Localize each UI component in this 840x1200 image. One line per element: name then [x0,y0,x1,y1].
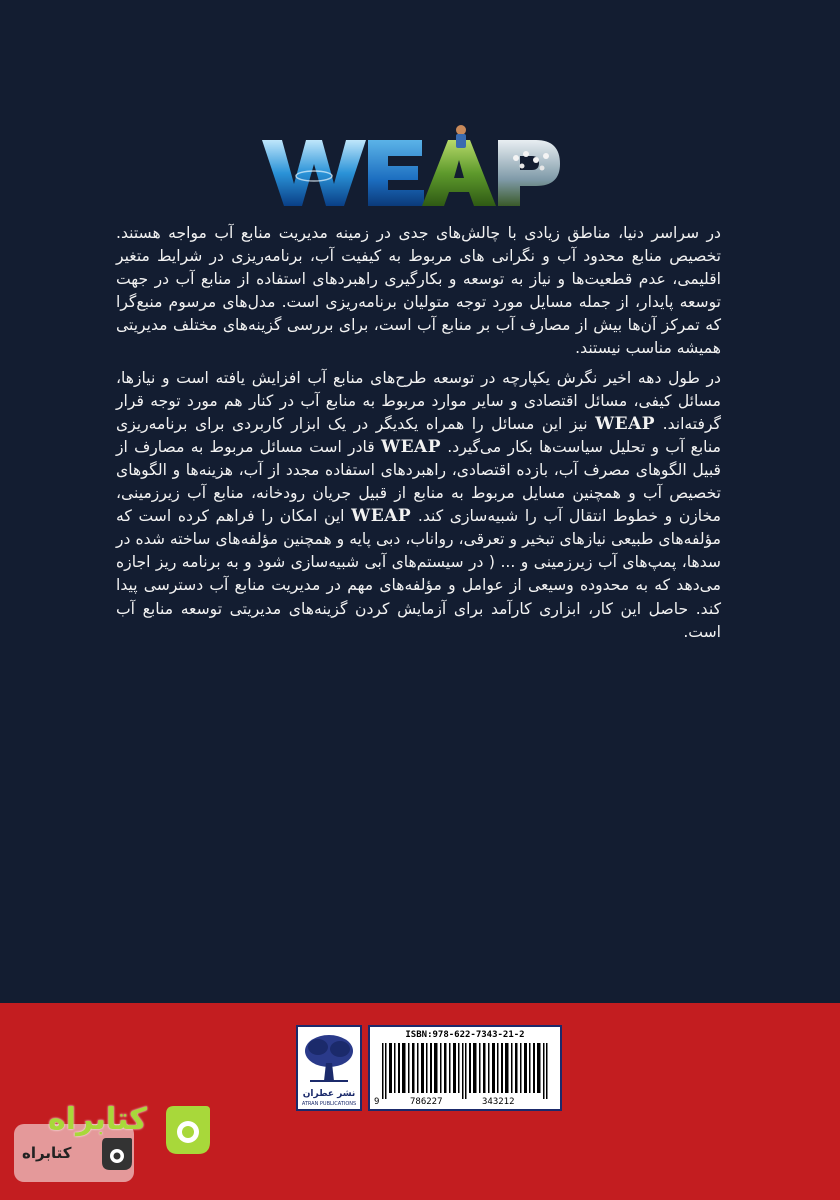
weap-logo [260,118,580,208]
paragraph-2-part-c: قادر است مسائل مربوط به مصارف از قبیل الگوهای مصرف آب، بازده اقتصادی، راهبردهای استفاده مجدد از آب، هزینه‌ها و الگوهای تخصیص آب و همچنین مسایل مربوط به منابع از قبیل جریان رودخانه، منابع آب زیرزمینی، مخازن و خطوط انتقال آب را شبیه‌سازی کند. [116,437,721,526]
publisher-name-fa: نشر عطران [302,1089,356,1099]
description-text [116,222,721,644]
paragraph-2-part-a: در طول دهه اخیر نگرش یکپارچه در توسعه طرح‌های منابع آب افزایش یافته است و نیازها، مسائل کیفی، مسائل اقتصادی و سایر موارد مربوط به منابع آب در کنار هم مورد توجه قرار گرفته‌اند. [116,368,721,433]
watermark-brand-small: کتابراه [22,1144,72,1162]
isbn-barcode [368,1025,562,1111]
publisher-logo [296,1025,362,1111]
isbn-label: ISBN:978-622-7343-21-2 [405,1030,525,1040]
paragraph-1: در سراسر دنیا، مناطق زیادی با چالش‌های جدی در زمینه مدیریت منابع آب مواجه هستند. تخصیص منابع محدود آب و نگرانی های مربوط به کیفیت آب، برنامه‌ریزی در شرایط متغیر اقلیمی، عدم قطعیت‌ها و نیاز به توسعه و بکارگیری راهبردهای استفاده از منابع آب در جهت توسعه پایدار، از جمله مسایل مورد توجه متولیان برنامه‌ریزی است. مدل‌های مرسوم منبع‌گرا که تمرکز آن‌ها بیش از مصارف آب بر منابع آب است، برای بررسی گزینه‌های مختلف مدیریتی همیشه مناسب نیستند. [116,224,721,358]
barcode-bars [382,1043,552,1099]
weap-inline-2: WEAP [381,436,442,457]
ketabrah-logo-icon [164,1102,212,1156]
weap-inline-3: WEAP [351,506,412,527]
barcode-digits-left: 786227 [410,1097,443,1107]
watermark-brand: کتابراه [48,1102,147,1137]
ketabrah-watermark [14,1096,214,1186]
barcode-digits-right: 343212 [482,1097,515,1107]
weap-logo-graphic [260,118,580,208]
publisher-name-en: ATRAN PUBLICATIONS [301,1101,357,1107]
ketabrah-small-icon [100,1136,134,1172]
weap-inline-1: WEAP [595,413,656,434]
paragraph-2-part-b: نیز این مسائل را همراه یکدیگر در یک ابزار کاربردی برای برنامه‌ریزی منابع آب و تحلیل سیاست‌ها بکار می‌گیرد. [116,414,721,456]
barcode-digit-prefix: 9 [374,1097,380,1107]
paragraph-2-part-d: این امکان را فراهم کرده است که مؤلفه‌های طبیعی نیازهای تبخیر و تعرقی، رواناب، دبی پایه و همچنین مؤلفه‌های ساخته شده در سدها، پمپ‌های آب زیرزمینی و ... ( در سیستم‌های آبی شبیه‌سازی شود و به برنامه ریز اجازه می‌دهد که به محدوده وسیعی از عوامل و مؤلفه‌های مهم در مدیریت منابع آب دسترسی پیدا کند. حاصل این کار، ابزاری کارآمد برای آزمایش کردن گزینه‌های مدیریتی توسعه منابع آب است. [116,507,721,641]
paragraph-2 [116,367,721,644]
tree-icon [298,1029,360,1089]
